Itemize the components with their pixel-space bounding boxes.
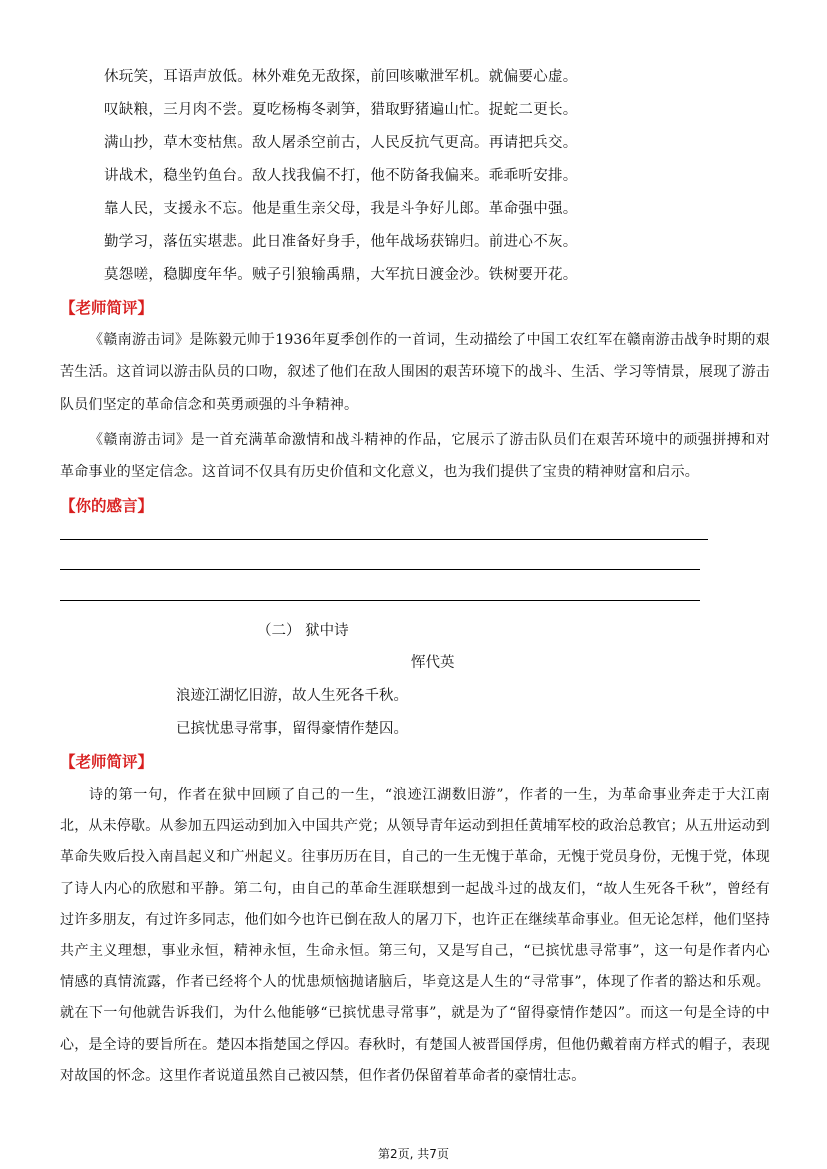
comment-paragraph: 《赣南游击词》是陈毅元帅于1936年夏季创作的一首词，生动描绘了中国工农红军在赣南游击战争时期的艰苦生活。这首词以游击队员的口吻，叙述了他们在敌人围困的艰苦环境下的战斗、生活、学习等情景，展现了游击队员们坚定的革命信念和英勇顽强的斗争精神。 — [60, 332, 770, 413]
poem-verse: 已摈忧患寻常事，留得豪情作楚囚。 — [176, 721, 408, 737]
poem-line: 靠人民，支援永不忘。他是重生亲父母，我是斗争好儿郎。革命强中强。 — [104, 201, 578, 217]
poem-line: 休玩笑，耳语声放低。林外难免无敌探，前回咳嗽泄军机。就偏要心虚。 — [104, 69, 578, 85]
poem-line: 讲战术，稳坐钓鱼台。敌人找我偏不打，他不防备我偏来。乖乖听安排。 — [104, 168, 578, 184]
answer-line[interactable] — [60, 600, 700, 601]
section-heading-teacher-comment: 【老师简评】 — [60, 299, 154, 317]
poem-line: 勤学习，落伍实堪悲。此日准备好身手，他年战场获锦归。前进心不灰。 — [104, 234, 578, 250]
poem-verse: 浪迹江湖忆旧游，故人生死各千秋。 — [176, 688, 408, 704]
comment-paragraph: 诗的第一句，作者在狱中回顾了自己的一生，“浪迹江湖数旧游”，作者的一生，为革命事业奔走于大江南北，从未停歇。从参加五四运动到加入中国共产党；从领导青年运动到担任黄埔军校的政治总教官；从五卅运动到革命失败后投入南昌起义和广州起义。往事历历在目，自己的一生无愧于革命，无愧于党员身份，无愧于党，体现了诗人内心的欣慰和平静。第二句，由自己的革命生涯联想到一起战斗过的战友们，“故人生死各千秋”，曾经有过许多朋友，有过许多同志，他们如今也许已倒在敌人的屠刀下，也许正在继续革命事业。但无论怎样，他们坚持共产主义理想，事业永恒，精神永恒，生命永恒。第三句，又是写自己，“已摈忧患寻常事”，这一句是作者内心情感的真情流露，作者已经将个人的忧患烦恼抛诸脑后，毕竟这是人生的“寻常事”，体现了作者的豁达和乐观。就在下一句他就告诉我们，为什么他能够“已摈忧患寻常事”，就是为了“留得豪情作楚囚”。而这一句是全诗的中心，是全诗的要旨所在。楚囚本指楚国之俘囚。春秋时，有楚国人被晋国俘虏，但他仍戴着南方样式的帽子，表现对故国的怀念。这里作者说道虽然自己被囚禁，但作者仍保留着革命者的豪情壮志。 — [60, 787, 770, 1084]
section-heading-teacher-comment: 【老师简评】 — [60, 753, 154, 771]
answer-line[interactable] — [60, 539, 708, 540]
poem-line: 满山抄，草木变枯焦。敌人屠杀空前古，人民反抗气更高。再请把兵交。 — [104, 135, 578, 151]
comment-paragraph: 《赣南游击词》是一首充满革命激情和战斗精神的作品，它展示了游击队员们在艰苦环境中的顽强拼搏和对革命事业的坚定信念。这首词不仅具有历史价值和文化意义，也为我们提供了宝贵的精神财富和启示。 — [60, 432, 770, 481]
poem-line: 莫怨嗟，稳脚度年华。贼子引狼输禹鼎，大军抗日渡金沙。铁树要开花。 — [104, 267, 578, 283]
poem-author: 恽代英 — [411, 655, 455, 671]
section-heading-reflection: 【你的感言】 — [60, 497, 154, 515]
poem-line: 叹缺粮，三月肉不尝。夏吃杨梅冬剥笋，猎取野猪遍山忙。捉蛇二更长。 — [104, 102, 578, 118]
answer-line[interactable] — [60, 569, 700, 570]
poem-subtitle: （二） 狱中诗 — [257, 623, 349, 639]
page-number: 第2页, 共7页 — [378, 1147, 449, 1161]
